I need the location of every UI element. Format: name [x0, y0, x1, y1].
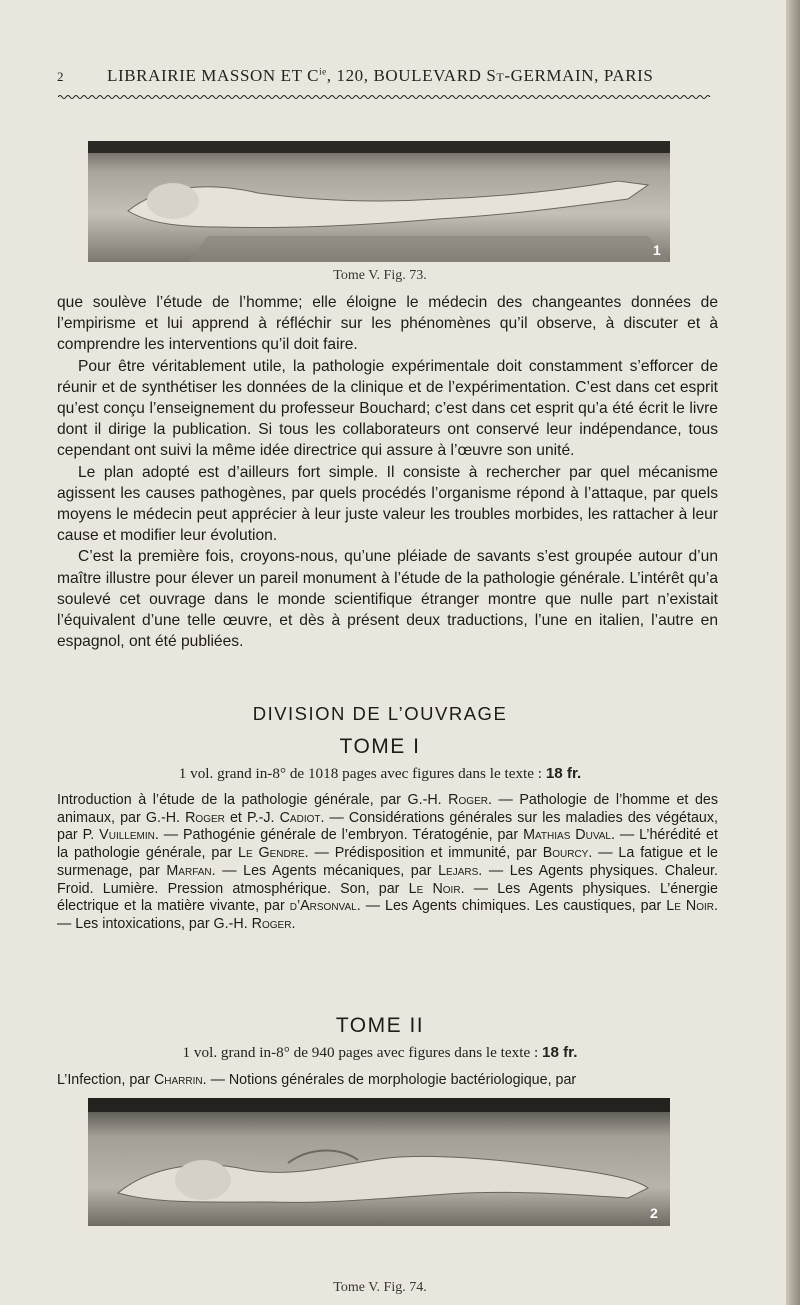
tome-2-contents — [57, 1072, 718, 1090]
author-name: P. Vuillemin — [82, 827, 155, 844]
author-name: P.-J. Cadiot — [246, 809, 321, 826]
figure-74-photo — [88, 1098, 670, 1226]
figure-74-illustration — [88, 1098, 670, 1226]
main-body-text — [57, 292, 718, 652]
tome-1-volume-line: 1 vol. grand in-8° de 1018 pages avec figures dans le texte : 18 fr. — [178, 765, 582, 782]
author-name: Charrin — [153, 1072, 203, 1088]
figure-73-label: 1 — [653, 242, 661, 258]
contents-text-segment: . — Pathologie de l’homme et des animaux, par — [57, 792, 718, 826]
contents-text-segment: . — Les Agents physiques. L’énergie électrique et la matière vivante, par — [57, 880, 718, 915]
paragraph-4: C’est la première fois, croyons-nous, qu’une pléiade de savants s’est groupée autour d’un maître illustre pour élever un pareil monument à l’étude de la pathologie générale. L’intérêt qu’a soulevé cet ouvrage dans le monde scientifique étranger montre que nulle part n’existait l’équivalent d’une telle œuvre, et dès à présent deux traductions, l’une en italien, l’autre en espagnol, ont été publiées. — [57, 548, 718, 651]
tome-2-volume-line: 1 vol. grand in-8° de 940 pages avec figures dans le texte : 18 fr. — [182, 1044, 578, 1061]
contents-text-segment: . — L’hérédité et la pathologie générale, par — [57, 827, 718, 862]
division-heading: DIVISION DE L’OUVRAGE — [252, 703, 508, 724]
contents-text-segment: . — Les Agents chimiques. Les caustiques, par — [356, 898, 667, 915]
figure-74-caption: Tome V. Fig. 74. — [333, 1280, 427, 1295]
author-name: Mathias Duval — [523, 827, 611, 844]
tome-2-price: 18 fr. — [542, 1044, 578, 1061]
tome-2-contents-text — [57, 1072, 718, 1090]
paragraph-3: Le plan adopté est d’ailleurs fort simple. Il consiste à rechercher par quel mécanisme agissent les causes pathogènes, par quels procédés l’organisme répond à l’attaque, par quels moyens le médecin peut apprécier à leur juste valeur les troubles morbides, les rattacher à leur cause et modifier leur évolution. — [57, 463, 718, 545]
paragraph-2: Pour être véritablement utile, la pathologie expérimentale doit constamment s’efforcer de réunir et de synthétiser les données de la clinique et de l’expérimentation. C’est dans cet esprit qu’est conçu l’enseignement du professeur Bouchard; c’est dans cet esprit qu’a été écrit le livre dont il dirige la publication. Si tous les collaborateurs ont conservé leur indépendance, tous cependant ont suivi la même idée directrice qui assure à l’œuvre son unité. — [57, 357, 718, 460]
author-name: d’Arsonval — [289, 898, 357, 915]
author-name: Le Gendre — [238, 845, 305, 862]
contents-text-segment: . — Les Agents physiques. Chaleur. Froid. Lumière. Pression atmosphérique. Son, par — [57, 862, 718, 897]
author-name: Marfan — [166, 862, 212, 879]
tome-1-price: 18 fr. — [545, 765, 582, 782]
contents-text-segment: . — [291, 915, 296, 932]
page-number: 2 — [57, 69, 65, 84]
author-name: Le Noir — [408, 880, 461, 897]
running-head-title: LIBRAIRIE MASSON ET $C^{ie}$, 120, BOULEVARD St-GERMAIN, PARIS — [107, 66, 654, 85]
contents-text-segment: . — Les intoxications, par — [57, 898, 718, 932]
contents-text-segment: . — Prédisposition et immunité, par — [304, 845, 543, 862]
contents-text-segment: et — [224, 809, 247, 826]
figure-73-caption: Tome V. Fig. 73. — [333, 268, 427, 283]
decorative-wavy-rule — [58, 94, 714, 100]
contents-text-segment: . — Considérations générales sur les maladies des végétaux, par — [57, 809, 718, 844]
author-name: Le Noir — [666, 898, 715, 915]
figure-74-label: 2 — [650, 1205, 658, 1221]
tome-1-contents — [57, 792, 718, 934]
author-name: Lejars — [438, 862, 479, 879]
figure-73-illustration — [88, 141, 670, 262]
contents-text-segment: . — Notions générales de morphologie bactériologique, par — [202, 1072, 577, 1088]
contents-text-segment: Introduction à l’étude de la pathologie générale, par — [57, 792, 408, 808]
author-name: G.-H. Roger — [407, 792, 488, 808]
contents-text-segment: . — Pathogénie générale de l’embryon. Tératogénie, par — [154, 827, 524, 844]
page-edge-shadow — [786, 0, 800, 1305]
tome-1-heading: TOME I — [339, 735, 421, 758]
author-name: G.-H. Roger — [213, 915, 292, 932]
contents-text-segment: . — La fatigue et le surmenage, par — [57, 845, 718, 879]
tome-1-contents-text — [57, 792, 718, 934]
tome-2-heading: TOME II — [335, 1014, 425, 1037]
figure-73-photo — [88, 141, 670, 262]
contents-text-segment: . — Les Agents mécaniques, par — [211, 862, 439, 879]
contents-text-segment: L’Infection, par — [57, 1072, 154, 1088]
paragraph-1: que soulève l’étude de l’homme; elle éloigne le médecin des changeantes données de l’empirisme et lui apprend à réfléchir sur les phénomènes qu’il observe, à discuter et à comprendre les interventions qu’il doit faire. — [57, 294, 718, 354]
author-name: Bourcy — [542, 845, 589, 862]
author-name: G.-H. Roger — [145, 809, 225, 826]
